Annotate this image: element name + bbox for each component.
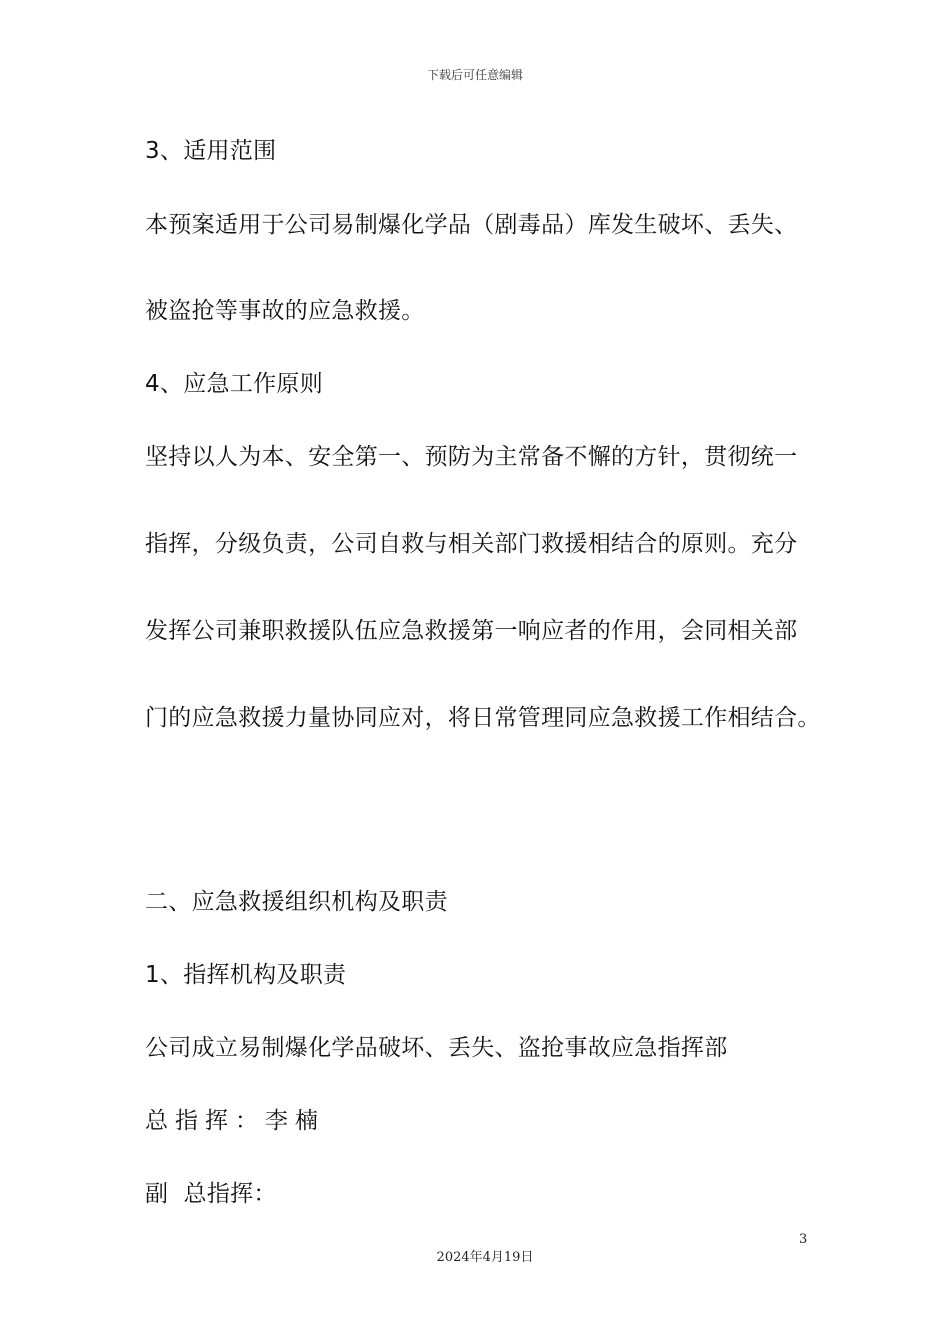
scope-paragraph-line-2: 被盗抢等事故的应急救援。 <box>145 298 425 324</box>
principle-paragraph-line-3: 发挥公司兼职救援队伍应急救援第一响应者的作用，会同相关部 <box>145 618 798 644</box>
page-header: 下载后可任意编辑 <box>426 68 523 82</box>
principle-paragraph-line-4: 门的应急救援力量协同应对，将日常管理同应急救援工作相结合。 <box>145 705 821 731</box>
principle-heading: 4、应急工作原则 <box>145 371 324 397</box>
scope-heading: 3、适用范围 <box>145 138 277 164</box>
command-paragraph-line-1: 公司成立易制爆化学品破坏、丢失、盗抢事故应急指挥部 <box>145 1035 728 1061</box>
commander-line: 总指挥：李楠 <box>145 1108 325 1134</box>
section-2-heading: 二、应急救援组织机构及职责 <box>145 889 448 915</box>
scope-paragraph-line-1: 本预案适用于公司易制爆化学品（剧毒品）库发生破坏、丢失、 <box>145 212 798 238</box>
principle-paragraph-line-2: 指挥，分级负责，公司自救与相关部门救援相结合的原则。充分 <box>145 531 798 557</box>
deputy-commander-line: 副 总指挥： <box>145 1181 277 1207</box>
principle-paragraph-line-1: 坚持以人为本、安全第一、预防为主常备不懈的方针，贯彻统一 <box>145 444 798 470</box>
page-number: 3 <box>799 1232 808 1247</box>
command-heading: 1、指挥机构及职责 <box>145 962 347 988</box>
footer-date: 2024年4月19日 <box>436 1250 534 1265</box>
